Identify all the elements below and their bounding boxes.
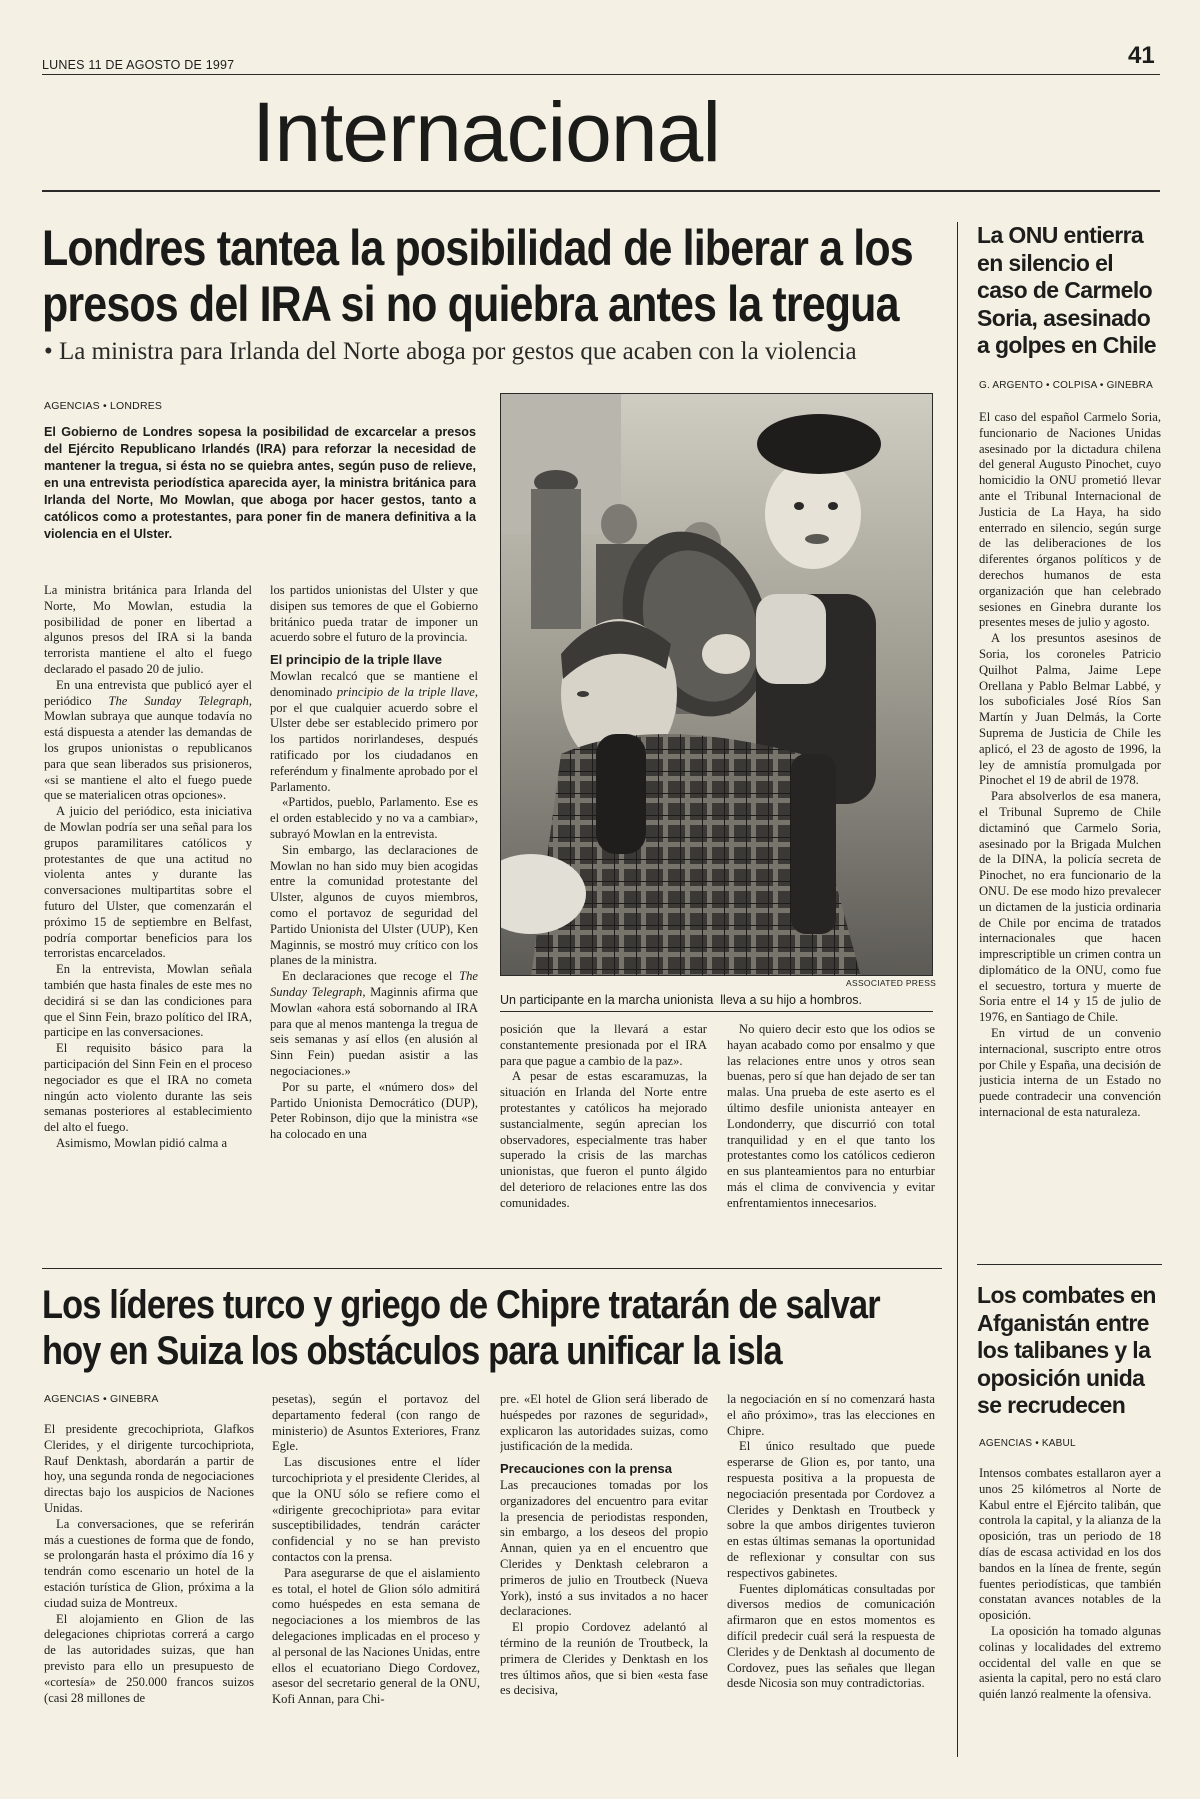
paragraph: A juicio del periódico, esta iniciativa de Mowlan podría ser una señal para los grupos paramilitares católicos y protestantes de que una actitud no violenta antes y durante las conversaciones multipartitas sobre el futuro del Ulster, que comenzarán el próximo 15 de septiembre en Belfast, podría comportar beneficios para los terroristas encarcelados.: [44, 804, 252, 961]
section-rule: [42, 190, 1160, 192]
paragraph: En la entrevista, Mowlan señala también que hasta finales de este mes no decidirá si se dan las condiciones para que el Sinn Fein, brazo político del IRA, participe en las conversaciones.: [44, 962, 252, 1040]
paragraph: En declaraciones que recoge el The Sunday Telegraph, Maginnis afirma que Mowlan «ahora está sobornando al IRA para que al menos mantenga la tregua de seis semanas y así ellos (en alusión al Sinn Fein) puedan asistir a las negociaciones.»: [270, 969, 478, 1078]
caption-rule: [500, 1011, 933, 1012]
subheading: El principio de la triple llave: [270, 652, 442, 668]
paragraph: La oposición ha tomado algunas colinas y localidades del extremo occidental del valle en que se asienta la capital, pero no está claro quién lanzó realmente la ofensiva.: [979, 1623, 1161, 1702]
cyprus-headline-line-1: Los líderes turco y griego de Chipre tratarán de salvar: [42, 1283, 880, 1327]
cyprus-column-3: [500, 1392, 708, 1762]
news-photo: [500, 393, 933, 976]
section-title: Internacional: [252, 85, 720, 179]
paragraph: Por su parte, el «número dos» del Partido Unionista Democrático (DUP), Peter Robinson, dijo que la ministra «se ha colocado en una: [270, 1079, 478, 1142]
paragraph: pre. «El hotel de Glion será liberado de huéspedes por razones de seguridad», explicaron las autoridades suizas, como justificación de la medida.: [500, 1392, 708, 1454]
paragraph: El único resultado que puede esperarse de Glion es, por tanto, una respuesta positiva a la propuesta de negociación presentada por Cordovez a Clerides y Denktash en Troutbeck y sobre la que ambos dirigentes tuvieron en estas últimas semanas la oportunidad de reflexionar y consultar con sus respectivos gabinetes.: [727, 1439, 935, 1580]
paragraph: El propio Cordovez adelantó al término de la reunión de Troutbeck, la primera de Clerides y Denktash en los tres últimos años, que si bien «esta fase es decisiva,: [500, 1620, 708, 1698]
main-headline: [42, 220, 945, 332]
paragraph: posición que la llevará a estar constantemente presionada por el IRA para que pague a cambio de la paz».: [500, 1022, 707, 1068]
sidebar-afghanistan-headline: Los combates en Afganistán entre los talibanes y la oposición unida se recrudecen: [977, 1282, 1156, 1418]
paragraph: Fuentes diplomáticas consultadas por diversos medios de comunicación afirmaron que en estos momentos es difícil predecir cuál será la respuesta de Clerides y de Denktash al documento de Cordovez, pues las señales que llegan desde Nicosia son muy contradictorias.: [727, 1581, 935, 1691]
cyprus-byline: AGENCIAS • GINEBRA: [44, 1393, 159, 1405]
paragraph: A pesar de estas escaramuzas, la situación en Irlanda del Norte entre protestantes y católicos ha mejorado sustancialmente, según aprecian los observadores, especialmente tras haber superado la crisis de las marchas unionistas, que fueron el punto álgido del deterioro de relaciones entre las dos comunidades.: [500, 1069, 707, 1210]
paragraph: En una entrevista que publicó ayer el periódico The Sunday Telegraph, Mowlan subraya que aunque todavía no está dispuesta a atender las demandas de los grupos unionistas o republicanos para que sean liberados sus prisioneros, «si se mantiene el alto el fuego puede que se materialicen otras opciones».: [44, 677, 252, 803]
sidebar-divider: [957, 222, 958, 1757]
photo-illustration: [501, 394, 933, 976]
subheading: Precauciones con la prensa: [500, 1461, 672, 1477]
paragraph: la negociación en sí no comenzará hasta el año próximo», tras las elecciones en Chipre.: [727, 1392, 935, 1438]
photo-credit: ASSOCIATED PRESS: [846, 978, 937, 988]
paragraph: pesetas), según el portavoz del departamento federal (con rango de ministerio) de Asuntos Exteriores, Franz Egle.: [272, 1392, 480, 1454]
page-number: 41: [1128, 42, 1155, 69]
cyprus-headline: [42, 1282, 919, 1374]
paragraph: Las discusiones entre el líder turcochipriota y el presidente Clerides, al que la ONU sólo se refiere como el «dirigente grecochipriota» para evitar susceptibilidades, tendrán carácter confidencial y no se han previsto contactos con la prensa.: [272, 1455, 480, 1564]
paragraph: Para absolverlos de esa manera, el Tribunal Supremo de Chile dictaminó que Carmelo Soria, asesinado por la Brigada Mulchen de la DINA, la policía secreta de Pinochet, no era funcionario de la ONU. De ese modo hizo prevalecer un dictamen de la justicia ordinaria de Chile por encima de tratados internacionales que hacen imprescriptible un crimen contra un diplomático de la ONU, como fue el secuestro, tortura y muerte de Soria entre el 14 y 15 de julio de 1976, en Santiago de Chile.: [979, 789, 1161, 1025]
main-lead: El Gobierno de Londres sopesa la posibilidad de excarcelar a presos del Ejército Republicano Irlandés (IRA) para reforzar la necesidad de mantener la tregua, si ésta no se quiebra antes, según puso de relieve, en una entrevista periodística aparecida ayer, la ministra británica para Irlanda del Norte, Mo Mowlan, que aboga por hacer gestos, tanto a católicos como a protestantes, para poner fin de manera definitiva a la violencia en el Ulster.: [44, 425, 476, 541]
main-byline: AGENCIAS • LONDRES: [44, 400, 163, 412]
sidebar-onu-headline: La ONU entierra en silencio el caso de Carmelo Soria, asesinado a golpes en Chile: [977, 222, 1156, 358]
cyprus-column-4: [727, 1392, 935, 1762]
paragraph: A los presuntos asesinos de Soria, los coroneles Patricio Quilhot Palma, Jaime Lepe Orellana y Pablo Belmar Labbé, y los suboficiales José Ríos San Martín y Juan Delmás, la Corte Suprema de Justicia de Chile les aplicó, el 23 de agosto de 1996, la ley de amnistía promulgada por Pinochet el 19 de abril de 1978.: [979, 631, 1161, 788]
main-headline-line-2: presos del IRA si no quiebra antes la tregua: [42, 276, 899, 332]
main-deck: • La ministra para Irlanda del Norte aboga por gestos que acaben con la violencia: [44, 338, 857, 365]
sidebar-onu-byline: G. ARGENTO • COLPISA • GINEBRA: [979, 380, 1153, 391]
article-separator: [42, 1268, 942, 1269]
cyprus-headline-line-2: hoy en Suiza los obstáculos para unificar la isla: [42, 1329, 782, 1373]
paragraph: Sin embargo, las declaraciones de Mowlan no han sido muy bien acogidas entre la comunidad protestante del Ulster, algunos de cuyos miembros, como el portavoz de seguridad del Partido Unionista del Ulster (UUP), Ken Maginnis, se mostró muy crítico con los planes de la ministra.: [270, 842, 478, 968]
paragraph: En virtud de un convenio internacional, suscripto entre otros por Chile y España, una decisión de justicia interna de un Estado no puede contradecir una convención internacional de esta naturaleza.: [979, 1026, 1161, 1120]
page-date: LUNES 11 DE AGOSTO DE 1997: [42, 58, 235, 72]
paragraph: La conversaciones, que se referirán más a cuestiones de forma que de fondo, se prolongarán hasta el próximo día 16 y tendrán como escenario un hotel de la estación turística de Glion, próxima a la ciudad suiza de Montreux.: [44, 1516, 254, 1610]
paragraph: «Partidos, pueblo, Parlamento. Ese es el orden establecido y no va a cambiar», subrayó Mowlan en la entrevista.: [270, 795, 478, 841]
sidebar-afghanistan-byline: AGENCIAS • KABUL: [979, 1438, 1076, 1449]
paragraph: La ministra británica para Irlanda del Norte, Mo Mowlan, estudia la posibilidad de poner en libertad a algunos presos del IRA si la banda terrorista mantiene el alto el fuego declarado el pasado 20 de julio.: [44, 583, 252, 676]
paragraph: Asimismo, Mowlan pidió calma a: [56, 1135, 228, 1150]
main-column-2: [270, 583, 478, 1263]
main-column-3: [500, 1022, 707, 1264]
sidebar-afghanistan-body: [979, 1466, 1161, 1766]
paragraph: El alojamiento en Glion de las delegaciones chipriotas correrá a cargo de las autoridades suizas, que han previsto para ello un presupuesto de «cortesía» de 250.000 francos suizos (casi 28 millones de: [44, 1611, 254, 1705]
main-headline-line-1: Londres tantea la posibilidad de liberar a los: [42, 220, 913, 276]
paragraph: El caso del español Carmelo Soria, funcionario de Naciones Unidas asesinado por la dictadura chilena del general Augusto Pinochet, cuyo homicidio la ONU prometió llevar ante el Tribunal Internacional de Justicia de La Haya, ha sido enterrado en silencio, según surge de las deliberaciones de los diferentes órganos políticos y de derechos humanos de esta organización que han celebrado sesiones en Ginebra durante los presentes meses de julio y agosto.: [979, 410, 1161, 630]
main-column-4: [727, 1022, 935, 1264]
cyprus-column-1: [44, 1422, 254, 1762]
photo-caption: Un participante en la marcha unionista lleva a su hijo a hombros.: [500, 993, 863, 1007]
paragraph: Las precauciones tomadas por los organizadores del encuentro para evitar la presencia de periodistas responden, sin embargo, a los deseos del propio Annan, quien ya en el encuentro que Clerides y Denktash celebraron a primeros de julio en Troutbeck (Nueva York), instó a sus invitados a no hacer declaraciones.: [500, 1477, 708, 1619]
paragraph: Mowlan recalcó que se mantiene el denominado principio de la triple llave, por el que cualquier acuerdo sobre el Ulster debe ser establecido primero por los partidos norirlandeses, después ratificado por los ciudadanos en referéndum y finalmente aprobado por el Parlamento.: [270, 668, 478, 794]
paragraph: los partidos unionistas del Ulster y que disipen sus temores de que el Gobierno británico pueda tratar de imponer un acuerdo sobre el futuro de la provincia.: [270, 583, 478, 645]
paragraph: El requisito básico para la participación del Sinn Fein en el proceso negociador es que el IRA no cometa ningún acto violento durante las seis semanas posteriores al establecimiento del alto el fuego.: [44, 1041, 252, 1135]
paragraph: El presidente grecochipriota, Glafkos Clerides, y el dirigente turcochipriota, Rauf Denktash, abordarán a partir de hoy, una segunda ronda de negociaciones directas bajo los auspicios de Naciones Unidas.: [44, 1422, 254, 1515]
main-column-1: [44, 583, 252, 1263]
paragraph: Para asegurarse de que el aislamiento es total, el hotel de Glion sólo admitirá como huéspedes en esta semana de negociaciones a los miembros de las delegaciones implicadas en el proceso y al personal de las Naciones Unidas, entre ellos el ecuatoriano Diego Cordovez, asesor del secretario general de la ONU, Kofi Annan, para Chi-: [272, 1565, 480, 1707]
cyprus-column-2: [272, 1392, 480, 1762]
paragraph: No quiero decir esto que los odios se hayan acabado como por ensalmo y que las relaciones entre unos y otros sean buenas, pero sí que han dejado de ser tan malas. Una prueba de este aserto es el último desfile unionista anteayer en Londonderry, que discurrió con total tranquilidad y en el que tanto los protestantes como los católicos cedieron en sus planteamientos para no enturbiar más el clima de convivencia y evitar enfrentamientos innecesarios.: [727, 1022, 935, 1210]
sidebar-separator: [977, 1264, 1162, 1265]
paragraph: Intensos combates estallaron ayer a unos 25 kilómetros al Norte de Kabul entre el Ejército talibán, que controla la capital, y la alianza de la oposición, tras un periodo de 18 días de escasa actividad en los dos bandos en la línea de frente, según fuentes periodísticas, que también constatan avances notables de la oposición.: [979, 1466, 1161, 1623]
sidebar-onu-body: [979, 410, 1161, 1250]
header-rule: [42, 74, 1160, 75]
